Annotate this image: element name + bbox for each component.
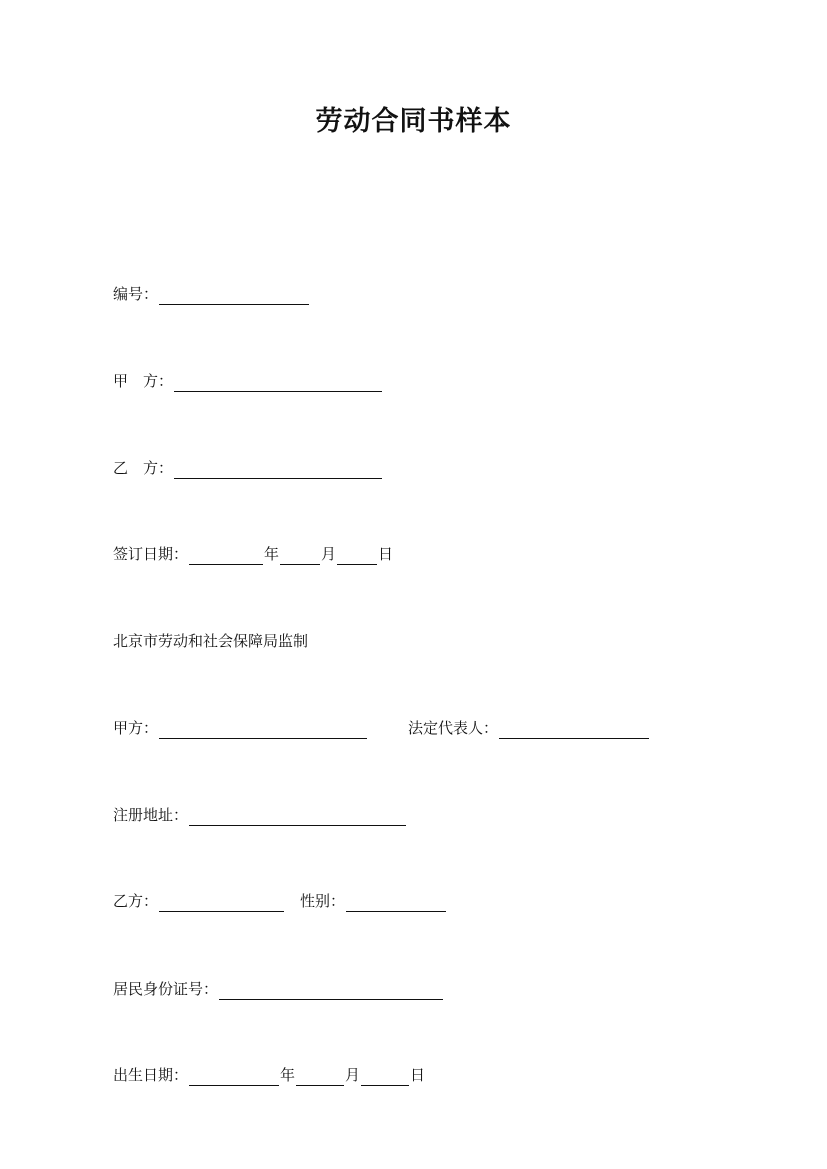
party-a-label-2: 甲方： bbox=[113, 719, 159, 737]
party-a-field-2[interactable] bbox=[159, 721, 367, 739]
party-b-field[interactable] bbox=[174, 461, 382, 479]
legal-rep-field[interactable] bbox=[499, 721, 649, 739]
month-label: 月 bbox=[321, 545, 337, 563]
number-row bbox=[113, 283, 310, 305]
sign-date-row bbox=[113, 543, 393, 565]
day-label: 日 bbox=[378, 545, 394, 563]
number-field[interactable] bbox=[159, 287, 309, 305]
document-title: 劳动合同书样本 bbox=[315, 106, 512, 137]
birth-date-label: 出生日期： bbox=[113, 1066, 189, 1084]
party-b-field-2[interactable] bbox=[159, 894, 284, 912]
year-label: 年 bbox=[264, 545, 280, 563]
birth-day-label: 日 bbox=[410, 1066, 426, 1084]
birth-year-label: 年 bbox=[280, 1066, 296, 1084]
party-a-rep-row bbox=[113, 717, 650, 739]
reg-address-label: 注册地址： bbox=[113, 806, 189, 824]
party-a-row bbox=[113, 370, 383, 392]
supervisor-text: 北京市劳动和社会保障局监制 bbox=[113, 632, 309, 650]
id-number-field[interactable] bbox=[219, 982, 443, 1000]
id-number-label: 居民身份证号： bbox=[113, 980, 219, 998]
birth-month-field[interactable] bbox=[296, 1068, 344, 1086]
birth-month-label: 月 bbox=[345, 1066, 361, 1084]
birth-day-field[interactable] bbox=[361, 1068, 409, 1086]
party-a-field[interactable] bbox=[174, 374, 382, 392]
id-number-row bbox=[113, 978, 444, 1000]
party-a-label: 甲 方： bbox=[113, 372, 174, 390]
sign-month-field[interactable] bbox=[280, 547, 320, 565]
party-b-label-2: 乙方： bbox=[113, 892, 159, 910]
reg-address-row bbox=[113, 804, 407, 826]
birth-year-field[interactable] bbox=[189, 1068, 279, 1086]
sign-date-label: 签订日期： bbox=[113, 545, 189, 563]
supervisor-row bbox=[113, 630, 308, 652]
sign-day-field[interactable] bbox=[337, 547, 377, 565]
legal-rep-label: 法定代表人： bbox=[408, 719, 499, 737]
party-b-label: 乙 方： bbox=[113, 459, 174, 477]
number-label: 编号： bbox=[113, 285, 159, 303]
gender-label: 性别： bbox=[300, 892, 346, 910]
gender-field[interactable] bbox=[346, 894, 446, 912]
birth-date-row bbox=[113, 1064, 425, 1086]
reg-address-field[interactable] bbox=[189, 808, 406, 826]
sign-year-field[interactable] bbox=[189, 547, 263, 565]
party-b-gender-row bbox=[113, 890, 447, 912]
party-b-row bbox=[113, 457, 383, 479]
